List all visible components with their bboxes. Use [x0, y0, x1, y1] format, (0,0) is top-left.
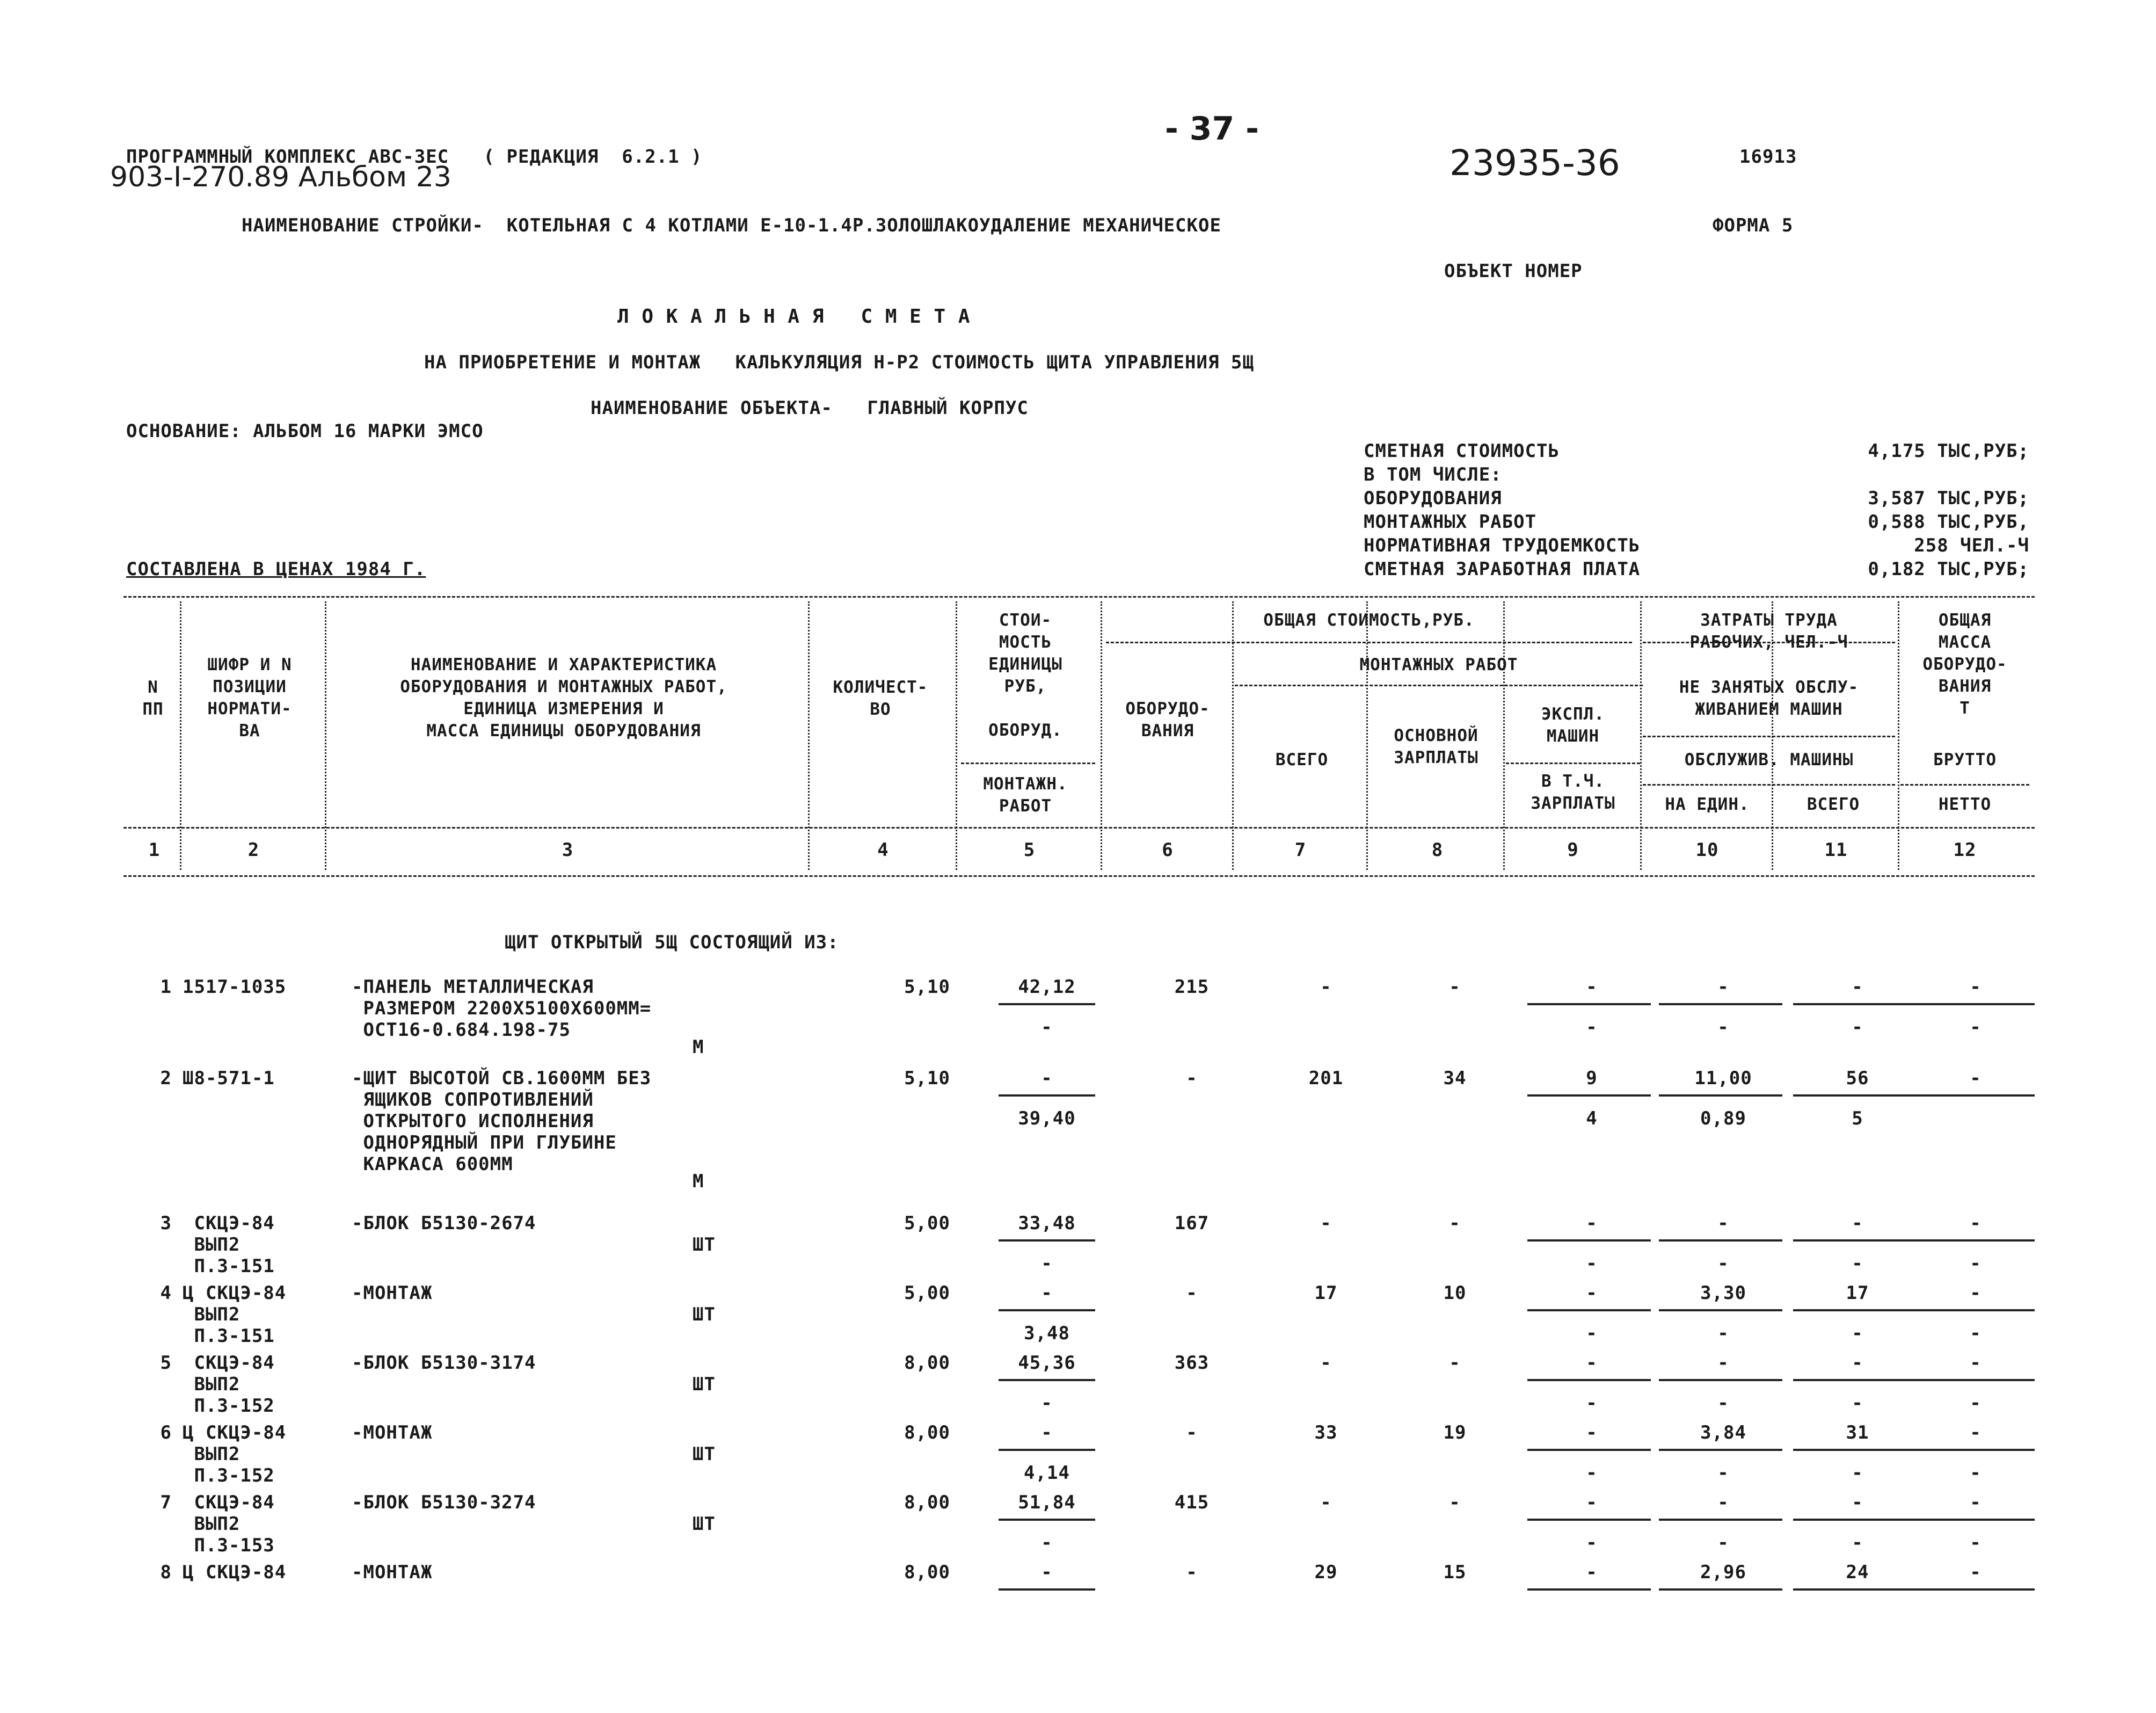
row-unit: М — [693, 1036, 704, 1058]
row-upper-value: - — [1852, 1213, 1863, 1234]
row-upper-value: - — [1970, 1213, 1982, 1234]
row-equipment-cost: 415 — [1174, 1492, 1210, 1513]
row-value-rule — [1911, 1003, 2035, 1005]
row-upper-value: 24 — [1846, 1562, 1869, 1583]
row-value-rule — [1659, 1094, 1782, 1097]
row-quantity: 8,00 — [904, 1422, 950, 1443]
table-top-rule — [123, 596, 2035, 598]
row-equipment-cost: 215 — [1174, 976, 1210, 998]
row-unit-mounting-cost: - — [1041, 1392, 1053, 1414]
row-lower-value: - — [1586, 1392, 1598, 1414]
row-base-salary: 15 — [1443, 1562, 1467, 1583]
row-base-salary: - — [1449, 1492, 1461, 1513]
col-number-header: N ПП — [142, 678, 164, 719]
row-quantity: 5,00 — [904, 1282, 950, 1304]
row-upper-value: 11,00 — [1694, 1068, 1752, 1089]
summary-label: НОРМАТИВНАЯ ТРУДОЕМКОСТЬ — [1364, 535, 1641, 556]
row-number: 6 — [160, 1422, 172, 1443]
column-number: 10 — [1695, 839, 1719, 861]
row-upper-value: 31 — [1846, 1422, 1869, 1443]
row-unit-equipment-cost: - — [1041, 1562, 1053, 1583]
row-unit-cost-rule — [999, 1309, 1095, 1311]
row-lower-value: - — [1970, 1323, 1982, 1344]
row-upper-value: - — [1717, 1213, 1729, 1234]
row-name: -ПАНЕЛЬ МЕТАЛЛИЧЕСКАЯ РАЗМЕРОМ 2200Х5100Х600ММ= ОСТ16-0.684.198-75 — [352, 976, 652, 1041]
row-lower-value: - — [1970, 1532, 1982, 1554]
row-lower-value: - — [1970, 1253, 1982, 1274]
row-value-rule — [1659, 1003, 1782, 1005]
row-base-salary: - — [1449, 1352, 1461, 1374]
row-unit: ШТ — [693, 1443, 716, 1465]
header-sub-rule — [1900, 784, 2029, 786]
row-lower-value: - — [1586, 1323, 1598, 1344]
row-lower-value: - — [1586, 1253, 1598, 1274]
construction-name: НАИМЕНОВАНИЕ СТРОЙКИ- КОТЕЛЬНАЯ С 4 КОТЛАМИ Е-10-1.4Р.ЗОЛОШЛАКОУДАЛЕНИЕ МЕХАНИЧЕСКОЕ — [242, 215, 1221, 236]
col-unit-mount-header: МОНТАЖН. РАБОТ — [983, 774, 1068, 816]
document-subtitle: НА ПРИОБРЕТЕНИЕ И МОНТАЖ КАЛЬКУЛЯЦИЯ Н-Р2 СТОИМОСТЬ ЩИТА УПРАВЛЕНИЯ 5Щ — [424, 352, 1254, 373]
row-value-rule — [1659, 1239, 1782, 1242]
row-unit: ШТ — [693, 1374, 716, 1395]
row-upper-value: - — [1586, 976, 1598, 998]
row-unit-equipment-cost: - — [1041, 1422, 1053, 1443]
row-value-rule — [1793, 1449, 1917, 1451]
row-base-salary: 10 — [1443, 1282, 1467, 1304]
row-base-salary: 34 — [1443, 1068, 1467, 1089]
row-code: Ш8-571-1 — [183, 1068, 275, 1089]
summary-value: 0,182 ТЫС,РУБ; — [1868, 558, 2029, 580]
row-quantity: 5,00 — [904, 1213, 950, 1234]
row-unit-equipment-cost: 42,12 — [1018, 976, 1076, 998]
row-name: -МОНТАЖ — [352, 1422, 433, 1443]
col-name-header: НАИМЕНОВАНИЕ И ХАРАКТЕРИСТИКА ОБОРУДОВАНИЯ И МОНТАЖНЫХ РАБОТ, ЕДИНИЦА ИЗМЕРЕНИЯ И МАССА ЕДИНИЦЫ ОБОРУДОВАНИЯ — [400, 655, 727, 741]
header-sub-rule — [1643, 784, 1895, 786]
row-value-rule — [1911, 1588, 2035, 1591]
summary-label: СМЕТНАЯ СТОИМОСТЬ — [1364, 440, 1560, 462]
row-upper-value: - — [1852, 976, 1863, 998]
col-mass-header: ОБЩАЯ МАССА ОБОРУДО- ВАНИЯ Т — [1922, 611, 2007, 718]
row-unit-mounting-cost: - — [1041, 1532, 1053, 1554]
row-unit: ШТ — [693, 1513, 716, 1535]
col-quantity-header: КОЛИЧЕСТ- ВО — [833, 678, 928, 719]
row-upper-value: - — [1717, 976, 1729, 998]
labor-machines-header: ОБСЛУЖИВ. МАШИНЫ — [1684, 750, 1854, 770]
col-equipment-header: ОБОРУДО- ВАНИЯ — [1125, 699, 1210, 741]
row-value-rule — [1527, 1003, 1651, 1005]
row-mounting-total: 33 — [1314, 1422, 1338, 1443]
row-base-salary: 19 — [1443, 1422, 1467, 1443]
row-lower-value: - — [1717, 1462, 1729, 1484]
row-number: 1 — [160, 976, 172, 998]
row-value-rule — [1659, 1379, 1782, 1381]
row-value-rule — [1527, 1379, 1651, 1381]
row-value-rule — [1659, 1449, 1782, 1451]
row-code: СКЦЭ-84 ВЫП2 П.3-152 — [194, 1352, 275, 1417]
row-equipment-cost: - — [1186, 1422, 1198, 1443]
row-upper-value: - — [1970, 1068, 1982, 1089]
row-lower-value: - — [1852, 1462, 1863, 1484]
row-lower-value: - — [1717, 1253, 1729, 1274]
row-mounting-total: 29 — [1314, 1562, 1338, 1583]
summary-value: 3,587 ТЫС,РУБ; — [1868, 488, 2029, 509]
album-label: 903-I-270.89 Альбом 23 — [110, 161, 451, 193]
row-value-rule — [1527, 1309, 1651, 1311]
row-lower-value: - — [1586, 1017, 1598, 1038]
row-equipment-cost: 363 — [1174, 1352, 1210, 1374]
row-upper-value: - — [1970, 1492, 1982, 1513]
row-value-rule — [1793, 1239, 1917, 1242]
row-unit-equipment-cost: 51,84 — [1018, 1492, 1076, 1513]
row-lower-value: - — [1852, 1017, 1863, 1038]
row-mounting-total: 17 — [1314, 1282, 1338, 1304]
column-separator — [808, 601, 810, 870]
row-upper-value: - — [1970, 1282, 1982, 1304]
row-value-rule — [1911, 1449, 2035, 1451]
col-total-header: ВСЕГО — [1275, 750, 1329, 770]
row-value-rule — [1911, 1379, 2035, 1381]
row-unit-cost-rule — [999, 1449, 1095, 1451]
row-equipment-cost: - — [1186, 1562, 1198, 1583]
row-unit-equipment-cost: 33,48 — [1018, 1213, 1076, 1234]
column-separator — [325, 601, 326, 870]
row-upper-value: - — [1970, 1422, 1982, 1443]
row-number: 7 — [160, 1492, 172, 1513]
col-base-salary-header: ОСНОВНОЙ ЗАРПЛАТЫ — [1394, 726, 1478, 767]
row-unit-cost-rule — [999, 1094, 1095, 1097]
row-mounting-total: - — [1320, 1213, 1332, 1234]
row-lower-value: - — [1717, 1017, 1729, 1038]
column-separator — [1101, 601, 1102, 870]
row-code: СКЦЭ-84 ВЫП2 П.3-151 — [194, 1213, 275, 1277]
row-value-rule — [1527, 1449, 1651, 1451]
row-upper-value: 3,30 — [1700, 1282, 1746, 1304]
row-name: -БЛОК Б5130-3174 — [352, 1352, 536, 1374]
row-number: 2 — [160, 1068, 172, 1089]
summary-value: 0,588 ТЫС,РУБ, — [1868, 511, 2029, 533]
col-labor-total-header: ВСЕГО — [1807, 795, 1860, 814]
row-quantity: 5,10 — [904, 976, 950, 998]
row-upper-value: - — [1717, 1352, 1729, 1374]
row-unit-equipment-cost: - — [1041, 1282, 1053, 1304]
row-value-rule — [1527, 1239, 1651, 1242]
doc-code: 23935-36 — [1450, 142, 1620, 184]
section-title: ЩИТ ОТКРЫТЫЙ 5Щ СОСТОЯЩИЙ ИЗ: — [505, 932, 839, 953]
row-unit-cost-rule — [999, 1239, 1095, 1242]
labor-header: ЗАТРАТЫ ТРУДА РАБОЧИХ, ЧЕЛ.-Ч — [1689, 611, 1848, 652]
header-sub-rule — [961, 763, 1095, 764]
column-number: 3 — [562, 839, 574, 861]
row-upper-value: 17 — [1846, 1282, 1869, 1304]
row-base-salary: - — [1449, 976, 1461, 998]
row-mounting-total: - — [1320, 1352, 1332, 1374]
header-sub-rule — [1106, 642, 1632, 643]
row-lower-value: - — [1852, 1392, 1863, 1414]
column-number: 1 — [148, 839, 161, 861]
row-value-rule — [1911, 1519, 2035, 1521]
row-value-rule — [1793, 1379, 1917, 1381]
row-quantity: 5,10 — [904, 1068, 950, 1089]
row-value-rule — [1793, 1519, 1917, 1521]
row-value-rule — [1659, 1588, 1782, 1591]
row-name: -МОНТАЖ — [352, 1282, 433, 1304]
summary-value: 4,175 ТЫС,РУБ; — [1868, 440, 2029, 462]
col-gross-header: БРУТТО — [1933, 750, 1997, 770]
row-code: Ц СКЦЭ-84 ВЫП2 П.3-151 — [183, 1282, 287, 1347]
row-value-rule — [1911, 1239, 2035, 1242]
row-unit-mounting-cost: 39,40 — [1018, 1108, 1076, 1129]
row-unit-cost-rule — [999, 1003, 1095, 1005]
row-upper-value: - — [1970, 1352, 1982, 1374]
mounting-header: МОНТАЖНЫХ РАБОТ — [1359, 655, 1518, 674]
column-number: 8 — [1431, 839, 1444, 861]
row-value-rule — [1659, 1309, 1782, 1311]
row-upper-value: 9 — [1586, 1068, 1598, 1089]
row-lower-value: - — [1852, 1253, 1863, 1274]
col-machines-header: ЭКСПЛ. МАШИН — [1541, 705, 1605, 746]
row-equipment-cost: 167 — [1174, 1213, 1210, 1234]
row-name: -БЛОК Б5130-3274 — [352, 1492, 536, 1513]
row-upper-value: 2,96 — [1700, 1562, 1746, 1583]
col-unit-equip-header: ОБОРУД. — [988, 721, 1062, 740]
row-unit-cost-rule — [999, 1588, 1095, 1591]
header-sub-rule — [1235, 685, 1643, 686]
row-upper-value: - — [1586, 1352, 1598, 1374]
row-unit-cost-rule — [999, 1379, 1095, 1381]
document-title: Л О К А Л Ь Н А Я С М Е Т А — [617, 306, 971, 328]
table-numbers-rule — [123, 875, 2035, 877]
basis-line: ОСНОВАНИЕ: АЛЬБОМ 16 МАРКИ ЭМСО — [126, 420, 484, 442]
row-value-rule — [1911, 1094, 2035, 1097]
row-lower-value: - — [1852, 1323, 1863, 1344]
row-mounting-total: - — [1320, 976, 1332, 998]
object-name: НАИМЕНОВАНИЕ ОБЪЕКТА- ГЛАВНЫЙ КОРПУС — [591, 397, 1029, 419]
row-unit: ШТ — [693, 1304, 716, 1325]
row-code: 1517-1035 — [183, 976, 287, 998]
row-unit-equipment-cost: 45,36 — [1018, 1352, 1076, 1374]
row-quantity: 8,00 — [904, 1492, 950, 1513]
program-line: ПРОГРАММНЫЙ КОМПЛЕКС АВС-3ЕС ( РЕДАКЦИЯ 6.2.1 ) — [126, 146, 703, 168]
row-lower-value: - — [1586, 1462, 1598, 1484]
row-value-rule — [1527, 1519, 1651, 1521]
row-lower-value: 4 — [1586, 1108, 1598, 1129]
row-unit-mounting-cost: - — [1041, 1017, 1053, 1038]
row-value-rule — [1911, 1309, 2035, 1311]
row-value-rule — [1659, 1519, 1782, 1521]
row-upper-value: - — [1970, 1562, 1982, 1583]
row-upper-value: 56 — [1846, 1068, 1869, 1089]
row-mounting-total: - — [1320, 1492, 1332, 1513]
row-value-rule — [1793, 1588, 1917, 1591]
column-number: 9 — [1567, 839, 1579, 861]
row-lower-value: 5 — [1852, 1108, 1863, 1129]
row-unit-mounting-cost: 4,14 — [1024, 1462, 1070, 1484]
row-value-rule — [1793, 1003, 1917, 1005]
row-lower-value: - — [1717, 1532, 1729, 1554]
row-name: -ЩИТ ВЫСОТОЙ СВ.1600ММ БЕЗ ЯЩИКОВ СОПРОТИВЛЕНИЙ ОТКРЫТОГО ИСПОЛНЕНИЯ ОДНОРЯДНЫЙ ПРИ ГЛУБИНЕ КАРКАСА 600ММ — [352, 1068, 652, 1175]
row-upper-value: - — [1717, 1492, 1729, 1513]
row-number: 5 — [160, 1352, 172, 1374]
row-quantity: 8,00 — [904, 1562, 950, 1583]
col-per-unit-header: НА ЕДИН. — [1665, 795, 1750, 814]
column-number: 11 — [1824, 839, 1848, 861]
row-unit-mounting-cost: - — [1041, 1253, 1053, 1274]
row-lower-value: - — [1970, 1462, 1982, 1484]
row-lower-value: - — [1586, 1532, 1598, 1554]
row-upper-value: - — [1586, 1422, 1598, 1443]
summary-label: В ТОМ ЧИСЛЕ: — [1364, 464, 1502, 485]
column-number: 6 — [1162, 839, 1174, 861]
total-cost-header: ОБЩАЯ СТОИМОСТЬ,РУБ. — [1263, 611, 1475, 630]
row-upper-value: - — [1852, 1352, 1863, 1374]
row-lower-value: - — [1717, 1323, 1729, 1344]
row-value-rule — [1793, 1094, 1917, 1097]
row-upper-value: 3,84 — [1700, 1422, 1746, 1443]
row-upper-value: - — [1970, 976, 1982, 998]
row-number: 3 — [160, 1213, 172, 1234]
row-unit: ШТ — [693, 1234, 716, 1255]
row-code: Ц СКЦЭ-84 — [183, 1562, 287, 1583]
column-number: 2 — [247, 839, 260, 861]
summary-label: СМЕТНАЯ ЗАРАБОТНАЯ ПЛАТА — [1364, 558, 1641, 580]
row-value-rule — [1527, 1588, 1651, 1591]
col-net-header: НЕТТО — [1938, 795, 1992, 814]
column-number: 4 — [877, 839, 889, 861]
row-lower-value: 0,89 — [1700, 1108, 1746, 1129]
row-name: -МОНТАЖ — [352, 1562, 433, 1583]
table-header-rule — [123, 827, 2035, 829]
doc-number: 16913 — [1739, 146, 1797, 168]
row-unit-mounting-cost: 3,48 — [1024, 1323, 1070, 1344]
row-value-rule — [1793, 1309, 1917, 1311]
row-lower-value: - — [1717, 1392, 1729, 1414]
col-code-header: ШИФР И N ПОЗИЦИИ НОРМАТИ- ВА — [207, 655, 292, 741]
column-number: 5 — [1023, 839, 1036, 861]
column-separator — [1640, 601, 1642, 870]
summary-label: МОНТАЖНЫХ РАБОТ — [1364, 511, 1537, 533]
row-code: СКЦЭ-84 ВЫП2 П.3-153 — [194, 1492, 275, 1556]
row-upper-value: - — [1852, 1492, 1863, 1513]
summary-label: ОБОРУДОВАНИЯ — [1364, 488, 1502, 509]
row-equipment-cost: - — [1186, 1282, 1198, 1304]
row-upper-value: - — [1586, 1213, 1598, 1234]
row-equipment-cost: - — [1186, 1068, 1198, 1089]
page-number: - 37 - — [1165, 110, 1259, 148]
object-number-label: ОБЪЕКТ НОМЕР — [1444, 260, 1583, 282]
column-separator — [1898, 601, 1899, 870]
row-lower-value: - — [1852, 1532, 1863, 1554]
col-unit-cost-header: СТОИ- МОСТЬ ЕДИНИЦЫ РУБ, — [988, 611, 1062, 696]
row-name: -БЛОК Б5130-2674 — [352, 1213, 536, 1234]
row-upper-value: - — [1586, 1492, 1598, 1513]
row-number: 4 — [160, 1282, 172, 1304]
row-upper-value: - — [1586, 1562, 1598, 1583]
row-quantity: 8,00 — [904, 1352, 950, 1374]
col-machines-salary-header: В Т.Ч. ЗАРПЛАТЫ — [1531, 772, 1615, 813]
row-unit-equipment-cost: - — [1041, 1068, 1053, 1089]
column-number: 7 — [1294, 839, 1307, 861]
row-value-rule — [1527, 1094, 1651, 1097]
header-sub-rule — [1643, 736, 1895, 737]
summary-value: 258 ЧЕЛ.-Ч — [1914, 535, 2029, 556]
price-basis: СОСТАВЛЕНА В ЦЕНАХ 1984 Г. — [126, 558, 426, 580]
form-label: ФОРМА 5 — [1713, 215, 1794, 236]
row-mounting-total: 201 — [1308, 1068, 1344, 1089]
row-lower-value: - — [1970, 1392, 1982, 1414]
row-unit-cost-rule — [999, 1519, 1095, 1521]
column-number: 12 — [1953, 839, 1977, 861]
row-code: Ц СКЦЭ-84 ВЫП2 П.3-152 — [183, 1422, 287, 1486]
labor-not-machines-header: НЕ ЗАНЯТЫХ ОБСЛУ- ЖИВАНИЕМ МАШИН — [1679, 678, 1859, 719]
row-upper-value: - — [1586, 1282, 1598, 1304]
row-unit: М — [693, 1171, 704, 1192]
row-base-salary: - — [1449, 1213, 1461, 1234]
header-sub-rule — [1506, 763, 1640, 764]
row-number: 8 — [160, 1562, 172, 1583]
row-lower-value: - — [1970, 1017, 1982, 1038]
